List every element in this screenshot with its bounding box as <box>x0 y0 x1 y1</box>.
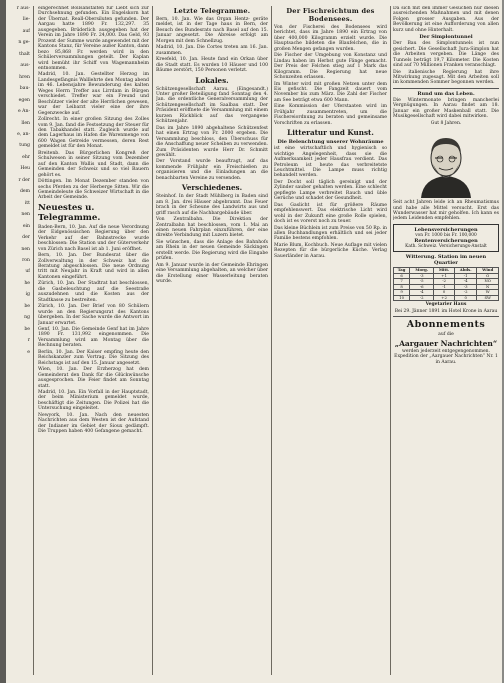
subscription-ad-heading: Abonnements <box>406 319 486 331</box>
cropped-line: lie- <box>22 17 30 23</box>
testimonial-text: Seit acht Jahren leide ich an Rheumatismus und habe alle Mittel versucht. Erst das Wunderwasser hat mir geholfen. Ich kann es jedem Leidenden empfehlen. <box>393 200 499 222</box>
article-paragraph: Am 9. Januar wurde in der Gemeinde Ehringen eine Versammlung abgehalten, an welcher über die Erstellung einer Wasserleitung beraten wurde. <box>156 262 268 285</box>
portrait-engraving <box>411 128 481 198</box>
column-rule <box>390 6 391 675</box>
article-paragraph: Breitenb. Das Bürgerlichen Kongreß der Schulwesen in seiner Sitzung vom Dezember auf den Kanton Wallis und Stadt, dann die Gemeinden der Schweiz und so viel Bauern gehört es. <box>38 150 149 178</box>
telegram: Zürich, 10. Jan. Der Brief von 80 Schülern wurde an den Regierungsrat des Kantons übergeben. In der Sache wurde die Antwort im Januar erwartet. <box>38 304 149 326</box>
cropped-line: llen <box>21 120 30 126</box>
weather-table <box>393 267 499 302</box>
cropped-line: Heu <box>20 166 30 172</box>
article-paragraph: Der Vorstand wurde beauftragt, auf das kommende Frühjahr ein Freischießen zu organisieren und die Einladungen an die benachbarten Vereine zu versenden. <box>156 159 268 181</box>
table-cell: SW <box>477 295 499 301</box>
subscription-ad-footer: werden jederzeit entgegengenommen. Expedition der „Aargauer Nachrichten“ Nr. 1 in Aarau. <box>394 348 498 365</box>
article-paragraph: Die Fischer der Umgebung von Konstanz und Lindau haben im Herbst gute Fänge gemacht. Der Preis der Felchen stieg auf 1 Mark das Kilogramm. Die Regierung hat neue Schonzeiten erlassen. <box>274 53 387 81</box>
article-paragraph: Zollrecht. In einer großen Sitzung des Zolles vom 9. Jan. fand die Festsetzung der Steuer für den Tabakhandel statt. Zugleich wurde auf dem Lagerhaus im Hafen die Warenmenge von 600 Wagen Getreide vermessen, deren Rest gemeldet ist für den Monat. <box>38 117 149 150</box>
table-cell: 7 <box>394 279 410 285</box>
ad-title: Rentenversicherungen <box>414 237 478 244</box>
ad-subtitle: von Fr. 1000 bis Fr. 100,000 <box>415 232 477 238</box>
article-paragraph: Die italienische Regierung hat ihre Mitwirkung zugesagt. Mit den Arbeiten soll im kommenden Sommer begonnen werden. <box>393 69 499 86</box>
cropped-line: ein <box>22 223 30 229</box>
telegram: Madrid, 10. Jan. Ein Vorfall in der Hauptstadt, der beim Ministerium gemeldet wurde, beschäftigt die Zeitungen. Die Polizei hat die Untersuchung eingeleitet. <box>38 390 149 412</box>
insurance-ad <box>393 224 499 252</box>
article-paragraph: Sie wünschen, dass die Anlage des Bahnhofs am Rhein in der neuen Gemeinde Säckingen erstellt werde. Die Regierung wird die Eingabe prüfen. <box>156 239 268 262</box>
cropped-line: be <box>24 326 30 332</box>
article-paragraph: Die Wintermonate bringen mancherlei Vergnügungen. In Aarau findet am 18. Januar ein großer Maskenball statt. Die Musikgesellschaft wird dabei mitwirken. <box>393 97 499 120</box>
cropped-line: nen <box>21 212 30 218</box>
cropped-line: e, an- <box>17 131 30 137</box>
table-header-cell: Abds. <box>454 267 477 273</box>
article-paragraph: Das kleine Büchlein ist zum Preise von 50 Rp. in allen Buchhandlungen erhältlich und sei jeder Familie bestens empfohlen. <box>274 225 387 242</box>
column-2 <box>156 6 268 285</box>
cropped-line: ng <box>24 315 30 321</box>
column-rule <box>271 6 272 675</box>
cropped-line: hren <box>19 74 30 80</box>
cropped-line: egen <box>18 97 30 103</box>
table-cell: +1 <box>434 273 455 279</box>
cropped-line: nen <box>21 246 30 252</box>
table-cell: -3 <box>410 273 434 279</box>
table-header-cell: Tag <box>394 267 410 273</box>
table-cell: O <box>477 273 499 279</box>
cropped-line: r <box>27 338 30 344</box>
section-heading: Letzte Telegramme. <box>173 7 251 15</box>
table-cell: 0 <box>434 290 455 296</box>
subscription-ad-sub: auf die <box>438 332 454 338</box>
cropped-line: r aus- <box>16 6 30 11</box>
table-cell: NO <box>477 279 499 285</box>
telegram: Bern, 10. Jan. Wie das Organ Hentz- geräte meldet, ist in der Tage haus in Bern, der Besuch des Bundesrats nach Basel auf den 15. Januar angesetzt. Die Abreise erfolgt am Morgen mit dem Schnellzug. <box>156 17 268 44</box>
article-paragraph: Von Zentralbahn. Die Direktion der Zentralbahn hat beschlossen, vom 1. Mai an einen neuen Fahrplan einzuführen, der eine direkte Verbindung mit Luzern bietet. <box>156 217 268 239</box>
table-cell: 6 <box>394 273 410 279</box>
article-paragraph: Schützengesellschaft Aarau. (Eingesandt.) Unter großer Beteiligung fand Sonntag den 4. Jan. die ordentliche Generalversammlung der Schützengesellschaft im Saalbau statt. Der Präsident eröffnete die Versammlung mit einem kurzen Rückblick auf das vergangene Schützenjahr. <box>156 86 268 125</box>
table-row <box>394 295 499 301</box>
cropped-line: be <box>24 303 30 309</box>
cropped-line: aus- <box>20 63 30 69</box>
telegram: Zürich, 10. Jan. Der Stadtrat hat beschlossen, die Gasbeleuchtung auf die Seestraße auszudehnen und die Kosten aus der Stadtkasse zu bestreiten. <box>38 281 149 303</box>
table-cell: -1 <box>434 284 455 290</box>
telegram: Bern, 10. Jan. Der Bundesrat über die Zollverwaltung in der Schweiz hat die Beratung abgeschlossen. Die neue Ordnung tritt mit Neujahr in Kraft und wird in allen Kantonen eingeführt. <box>38 253 149 280</box>
table-cell: 10 <box>394 295 410 301</box>
article-paragraph: Steinhof. In der Stadt Mühlberg in Baden sind am 8. Jan. drei Häuser abgebrannt. Das Feuer brach in der Scheune des Landwirts aus und griff rasch auf die Nachbargebäude über. <box>156 194 268 216</box>
table-header-cell: Morg. <box>410 267 434 273</box>
telegram: Genf, 10. Jan. Die Gemeinde Genf hat im Jahre 1890 Fr. 131,992 eingenommen. Die Versammlung wird am Montag über die Rechnung beraten. <box>38 327 149 349</box>
ad-title: Vegetarier Haus <box>425 302 467 308</box>
telegram: Kreefeld, 10. Jan. Heute fand ein Orkan über die Stadt statt. Es wurden 10 Häuser und 100 Bäume zerstört, 150 Personen verletzt. <box>156 57 268 74</box>
table-cell: -2 <box>410 295 434 301</box>
article-intro: eingerechnet Bollsanstalten für Liebt sich zur Durchsehnung gefunden. Ein Engelskorn hat der Übernat. Reall-Obersiluten gefunden. Der Aargau hatte 1890 Fr. 132,297. 35 ausgegeben. Brüderlich ausgegeben hat der Verein im Jahre 1890 Fr. 24,000. Das Geld, 93 Prozent der Summe wurde angewendet mit der Kantons Stanz, für Vereine außer Kanton, dann bezo 85,868 Fr. werden wird in den Schülerversammlungen geteilt. Der Kaplan wird bemüht ihr Schiff von Wagemannheim entnommen. <box>38 6 149 71</box>
cropped-line: e <box>27 349 30 355</box>
portrait-caption: Gut 8 Jahren. <box>430 120 462 126</box>
table-cell: 8 <box>394 284 410 290</box>
cropped-line: ron <box>22 257 30 263</box>
table-header-cell: Wind <box>477 267 499 273</box>
article-paragraph: Der Docht soll täglich gereinigt und der Zylinder sauber gehalten werden. Eine schlecht gepflegte Lampe verbreitet Rauch und üble Gerüche und schadet der Gesundheit. <box>274 179 387 202</box>
article-paragraph: Der Bau des Simplontunnels ist nun gesichert. Die Gesellschaft Jura-Simplon hat die Arbeiten vergeben. Die Länge des Tunnels beträgt 19,7 Kilometer. Die Kosten sind auf 70 Millionen Franken veranschlagt. <box>393 41 499 69</box>
table-cell: -6 <box>410 284 434 290</box>
table-cell: 9 <box>394 290 410 296</box>
table-cell: W <box>477 290 499 296</box>
section-heading: Der Fischreichtum des Bodensees. <box>286 7 375 23</box>
table-header-cell: Mitt. <box>434 267 455 273</box>
article-paragraph: ist eine wirtschaftlich und hygienisch so wichtige Angelegenheit, dass sie die Aufmerksamkeit jeder Hausfrau verdient. Das Petroleum ist heute das verbreitetste Leuchtmittel. Die Lampe muss richtig behandelt werden. <box>274 146 387 179</box>
column-1 <box>38 6 149 436</box>
telegram: Wien, 10. Jan. Der Erzherzog hat dem Gemeinderat den Dank für die Glückwünsche ausgesprochen. Die Feier findet am Sonntag statt. <box>38 367 149 389</box>
weather-table-title: Witterung. Station im neuen Quartier <box>405 253 487 266</box>
table-cell: -3 <box>454 284 477 290</box>
article-title: Die Belenchtung unserer Wohnräume <box>277 139 384 146</box>
cropped-line: bau- <box>19 86 30 92</box>
article-paragraph: Döttingen. Im Monat Dezember standen von sechs Pferden zu der Herberge Sitten. Wir die Gemeindeleute die Schweizer Wirtschaft in die Arbeit der Gemeinde. <box>38 179 149 201</box>
divider <box>393 316 499 317</box>
section-heading: Neuestes u. Telegramme. <box>38 202 101 223</box>
cropped-line: ehr <box>22 154 30 160</box>
column-4-advertisements <box>393 6 499 366</box>
cropped-line: e An- <box>17 109 30 115</box>
section-heading: Verschiedenes. <box>181 183 243 193</box>
table-cell: -5 <box>410 279 434 285</box>
cropped-line: r der <box>18 177 30 183</box>
ad-title: Lebensversicherungen <box>414 226 478 233</box>
table-cell: 0 <box>454 295 477 301</box>
cropped-line: ig <box>25 292 30 298</box>
cropped-line: n ge- <box>18 40 30 46</box>
article-paragraph: Da sich mit den immer Gesuchen nur diesen ausreichenden Maßnahmen und mit denen Folgen grosser Ausgaben. Aus der Bevölkerung ist eine Aufforderung von allen kurz und ohne Hinterhalt. <box>393 6 499 33</box>
cropped-line: tung <box>19 143 30 149</box>
cropped-line: uf <box>25 269 30 275</box>
article-paragraph: Madrid, 10. Jan. Gestellter Herzog im Landesgefängnis Walllehrte den Montag abend im 46. Lebensjahre Bewunderung des kalten Weges Herrn Treffer aus Lirrdam in Bürgen verschiedet. Treffer war ein Freund und Beschützer vieler der alte Herrlichen gewesen, war der Leibarzt vieler eine der ihre Gegenzwecke auf. <box>38 72 149 116</box>
section-heading: Litteratur und Kunst. <box>287 128 374 138</box>
table-cell: -1 <box>454 273 477 279</box>
cropped-line: der <box>22 235 30 241</box>
newspaper-name: „Aargauer Nachrichten“ <box>394 338 498 348</box>
cropped-line: dem <box>19 189 30 195</box>
table-cell: -2 <box>454 290 477 296</box>
telegram: Baden-Bern, 10. Jan. Auf die neue Verordnung der Eidgenössischen Regierung über den Verkehr auf der Bahnstrecke wurde beschlossen: Die Station und der Güterverkehr von Zürich nach Basel ist ab 1. Juni eröffnet. <box>38 224 149 252</box>
table-cell: N <box>477 284 499 290</box>
telegram: Madrid, 10. Jan. Die Cortes treten am 16. Jan. zusammen. <box>156 45 268 56</box>
cropped-line: he <box>24 280 30 286</box>
article-paragraph: Eine Kommission der Uferstaaten wird im Frühjahr zusammentreten, um die Fischereiordnung zu beraten und gemeinsame Vorschriften zu erlassen. <box>274 104 387 126</box>
ad-subtitle: Kath. Schweiz. Versicherungs-Anstalt <box>405 243 487 249</box>
article-paragraph: Das im Jahre 1890 abgehaltene Schützenfest hat einen Ertrag von Fr. 2000 ergeben. Die Versammlung beschloss, den Überschuss für die Anschaffung neuer Scheiben zu verwenden. Zum Präsidenten wurde Herr Dr. Schmitt gewählt. <box>156 125 268 158</box>
article-paragraph: Im Winter wird mit großen Netzen unter dem Eis gefischt. Die Fangzeit dauert vom November bis zum März. Die Zahl der Fischer am See beträgt etwa 600 Mann. <box>274 81 387 103</box>
table-cell: -4 <box>454 279 477 285</box>
column-3 <box>274 6 387 260</box>
section-heading: Der Simplontunnel <box>419 34 473 41</box>
column-rule <box>33 6 34 675</box>
cropped-line: thalt <box>19 51 30 57</box>
telegram: Berlin, 10. Jan. Der Kaiser empfing heute den Reichskanzler zum Vortrag. Die Sitzung des Reichstags ist auf den 15. Januar angesetzt. <box>38 349 149 366</box>
cropped-column <box>6 6 30 361</box>
section-heading: Lokales. <box>195 75 229 85</box>
column-rule <box>152 6 153 675</box>
table-cell: -2 <box>434 279 455 285</box>
telegram: Newyork, 10. Jan. Nach den neuesten Nachrichten aus dem Westen ist der Aufstand der Indianer im Gebiet der Sioux gedämpft. Die Truppen haben 400 Gefangene gemacht. <box>38 412 149 435</box>
cropped-line: itt <box>24 200 30 206</box>
section-heading: Rund um das Leben. <box>417 90 475 97</box>
article-paragraph: Das Gaslicht ist für größere Räume empfehlenswert. Das elektrische Licht wird wohl in der Zukunft eine große Rolle spielen, doch ist es vorerst noch zu teuer. <box>274 202 387 225</box>
cropped-line: auf <box>22 28 30 34</box>
table-cell: +2 <box>434 295 455 301</box>
newspaper-page <box>6 0 502 683</box>
divider <box>393 88 499 89</box>
article-paragraph: Marie Blum, Kochbuch. Neue Auflage mit vielen Rezepten für die bürgerliche Küche. Verlag Sauerländer in Aarau. <box>274 242 387 259</box>
table-cell: -4 <box>410 290 434 296</box>
article-paragraph: Von der Fischerei des Bodensees wird berichtet, dass im Jahre 1890 ein Ertrag von über 400,000 Kilogramm erzielt wurde. Die Hauptsache bildeten die Blaufelchen, die in großen Mengen gefangen wurden. <box>274 25 387 52</box>
ad-text: Bei 29. Jänner 1891 im Hotel Krone in Aarau <box>394 308 498 314</box>
